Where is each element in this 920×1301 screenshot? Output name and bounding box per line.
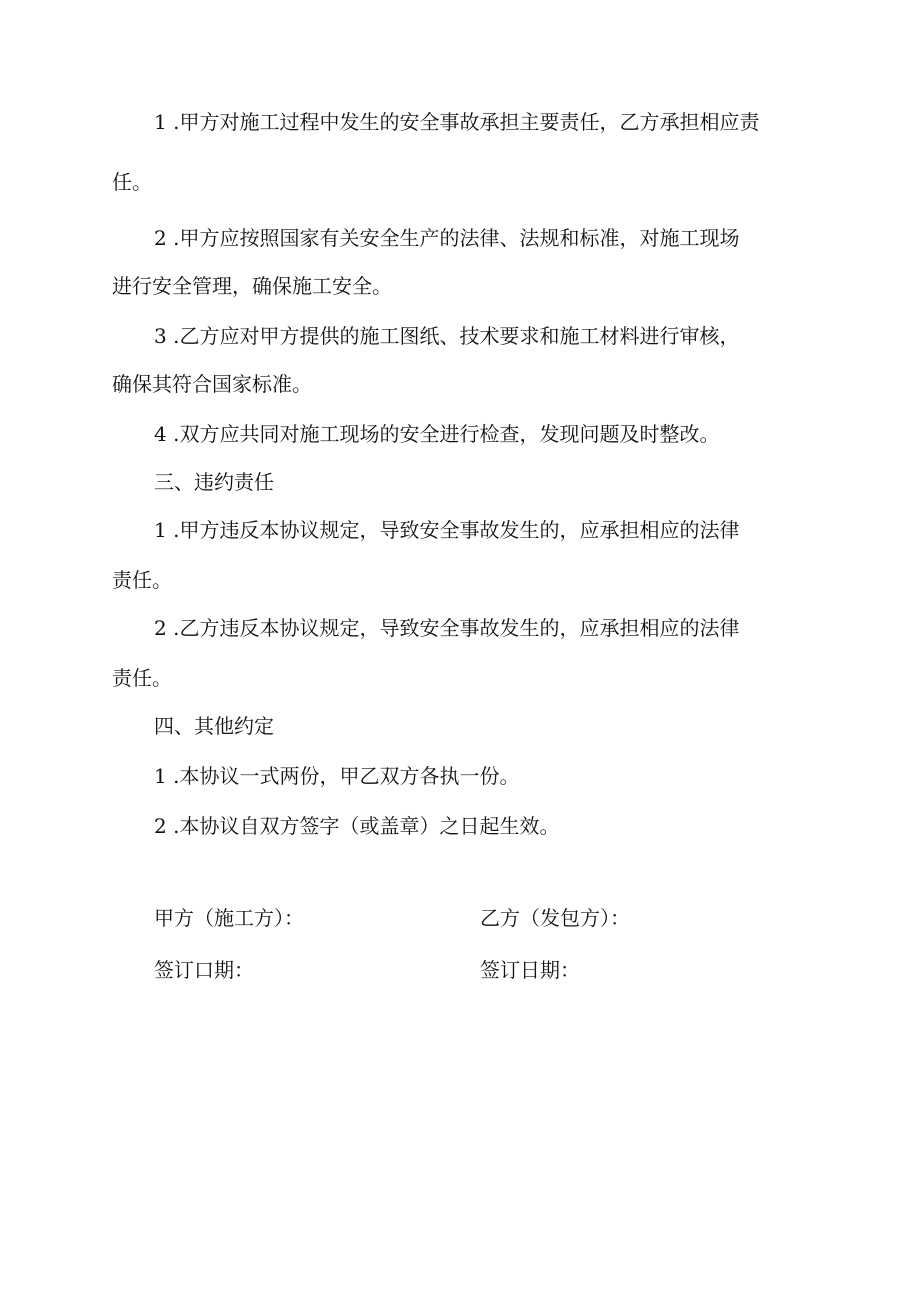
clause-2-3-line-2: 确保其符合国家标准。	[112, 372, 312, 396]
clause-2-4-line-1: 4 .双方应共同对施工现场的安全进行检查，发现问题及时整改。	[154, 422, 720, 446]
clause-4-2-line-1: 2 .本协议自双方签字（或盖章）之日起生效。	[154, 814, 560, 838]
clause-3-1-line-2: 责任。	[112, 568, 172, 592]
party-b-label: 乙方（发包方）：	[480, 906, 630, 930]
clause-2-3-line-1: 3 .乙方应对甲方提供的施工图纸、技术要求和施工材料进行审核，	[154, 324, 740, 348]
clause-2-1-line-2: 任。	[112, 170, 152, 194]
clause-3-2-line-2: 责任。	[112, 666, 172, 690]
party-a-date-label: 签订口期：	[154, 958, 254, 982]
clause-4-1-line-1: 1 .本协议一式两份，甲乙双方各执一份。	[154, 764, 520, 788]
clause-3-2-line-1: 2 .乙方违反本协议规定，导致安全事故发生的，应承担相应的法律	[154, 616, 740, 640]
clause-2-2-line-1: 2 .甲方应按照国家有关安全生产的法律、法规和标准，对施工现场	[154, 226, 740, 250]
section-heading-3: 三、违约责任	[154, 470, 274, 494]
clause-3-1-line-1: 1 .甲方违反本协议规定，导致安全事故发生的，应承担相应的法律	[154, 518, 740, 542]
party-a-label: 甲方（施工方）：	[154, 906, 304, 930]
section-heading-4: 四、其他约定	[154, 714, 274, 738]
clause-2-2-line-2: 进行安全管理，确保施工安全。	[112, 274, 392, 298]
clause-2-1-line-1: 1 .甲方对施工过程中发生的安全事故承担主要责任，乙方承担相应责	[154, 110, 760, 134]
party-b-date-label: 签订日期：	[480, 958, 580, 982]
